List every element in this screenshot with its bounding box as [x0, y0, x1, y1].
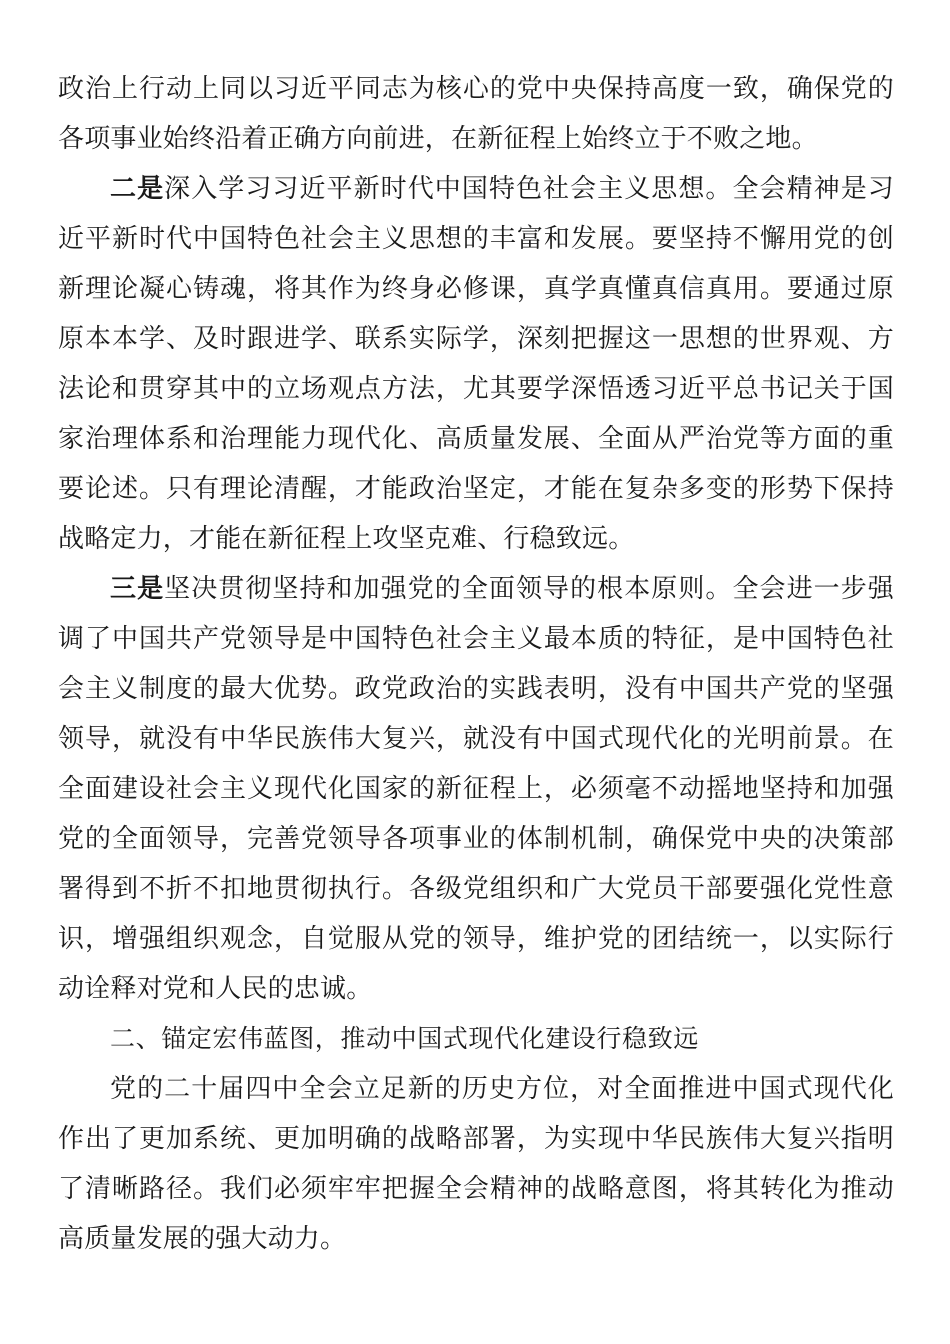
- continued-paragraph: [58, 64, 894, 164]
- point-lead: 三是: [110, 574, 165, 604]
- point-three-paragraph: [58, 564, 894, 1014]
- point-lead: 二是: [110, 174, 165, 204]
- paragraph-text: 政治上行动上同以习近平同志为核心的党中央保持高度一致，确保党的各项事业始终沿着正确方向前进，在新征程上始终立于不败之地。: [58, 74, 894, 154]
- paragraph-text: 党的二十届四中全会立足新的历史方位，对全面推进中国式现代化作出了更加系统、更加明确的战略部署，为实现中华民族伟大复兴指明了清晰路径。我们必须牢牢把握全会精神的战略意图，将其转化为推动高质量发展的强大动力。: [58, 1074, 894, 1254]
- paragraph-text: 坚决贯彻坚持和加强党的全面领导的根本原则。全会进一步强调了中国共产党领导是中国特色社会主义最本质的特征，是中国特色社会主义制度的最大优势。政党政治的实践表明，没有中国共产党的坚强领导，就没有中华民族伟大复兴，就没有中国式现代化的光明前景。在全面建设社会主义现代化国家的新征程上，必须毫不动摇地坚持和加强党的全面领导，完善党领导各项事业的体制机制，确保党中央的决策部署得到不折不扣地贯彻执行。各级党组织和广大党员干部要强化党性意识，增强组织观念，自觉服从党的领导，维护党的团结统一，以实际行动诠释对党和人民的忠诚。: [58, 574, 895, 1004]
- section-heading: 二、锚定宏伟蓝图，推动中国式现代化建设行稳致远: [110, 1024, 699, 1053]
- document-page: [58, 64, 894, 1264]
- point-two-paragraph: [58, 164, 894, 564]
- paragraph-text: 深入学习习近平新时代中国特色社会主义思想。全会精神是习近平新时代中国特色社会主义思想的丰富和发展。要坚持不懈用党的创新理论凝心铸魂，将其作为终身必修课，真学真懂真信真用。要通过原原本本学、及时跟进学、联系实际学，深刻把握这一思想的世界观、方法论和贯穿其中的立场观点方法，尤其要学深悟透习近平总书记关于国家治理体系和治理能力现代化、高质量发展、全面从严治党等方面的重要论述。只有理论清醒，才能政治坚定，才能在复杂多变的形势下保持战略定力，才能在新征程上攻坚克难、行稳致远。: [58, 174, 895, 554]
- body-paragraph: [58, 1064, 894, 1264]
